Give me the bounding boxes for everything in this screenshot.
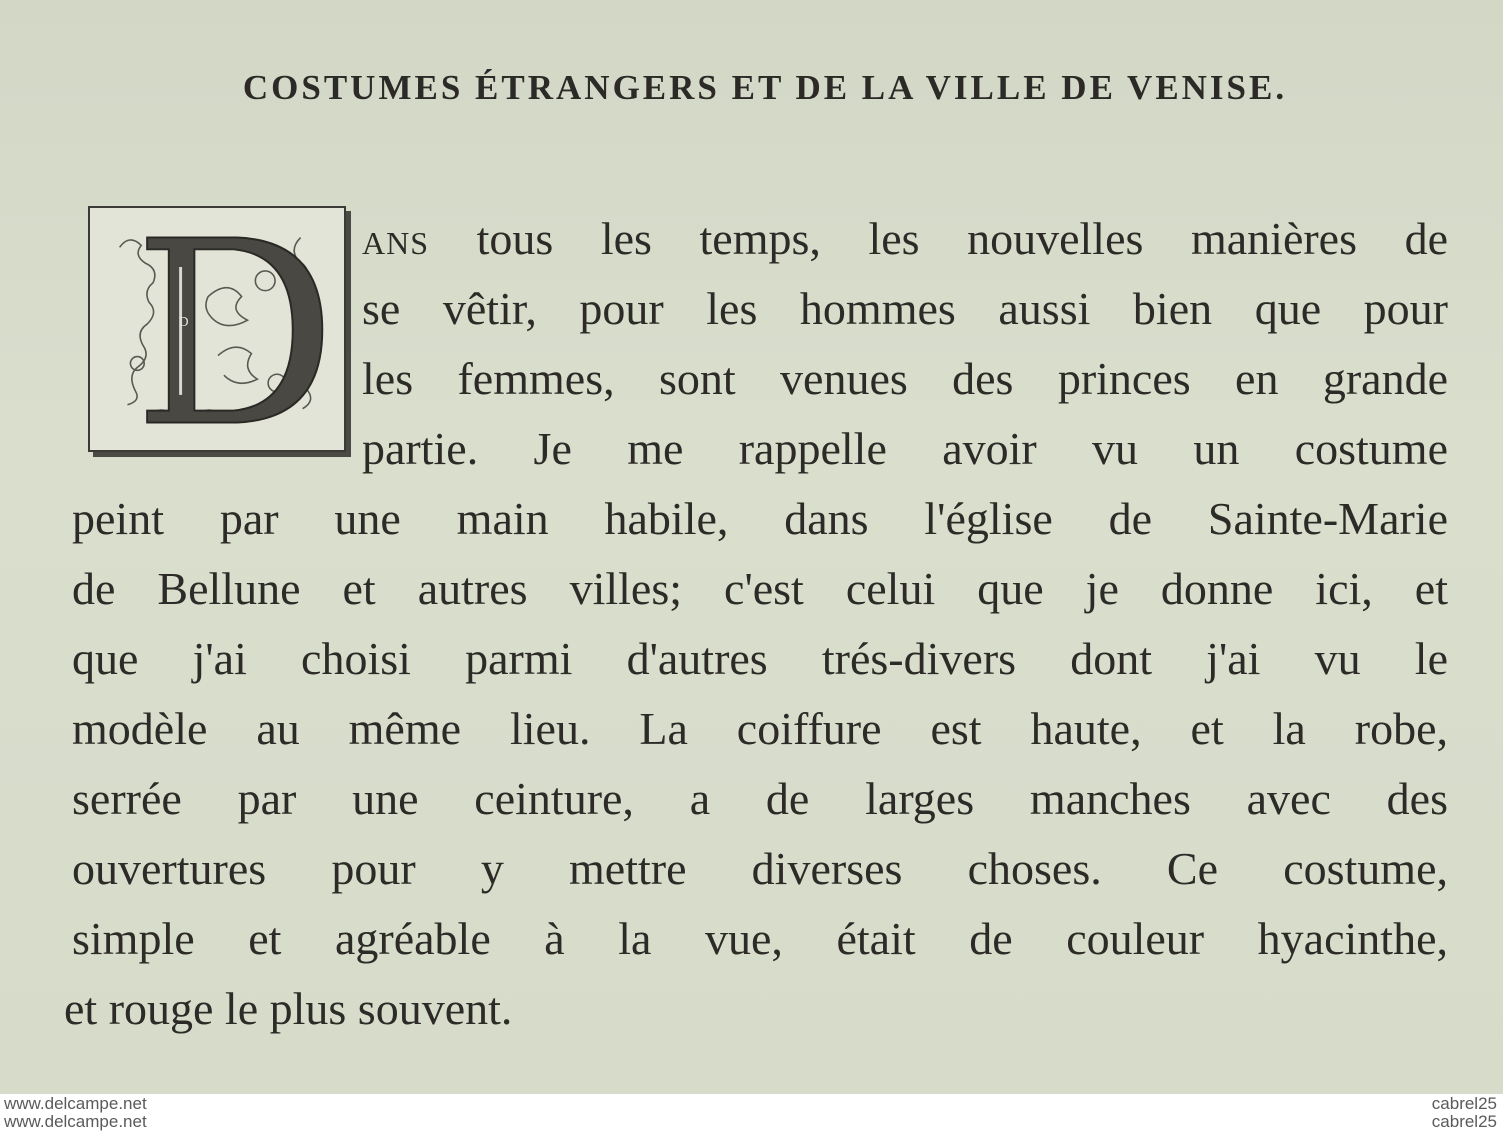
watermark-site-bottom: www.delcampe.net	[4, 1112, 147, 1131]
ornamental-drop-cap	[88, 206, 346, 452]
text-line-8: modèle au même lieu. La coiffure est haute, et la robe,	[72, 703, 1448, 754]
text-line-12: et rouge le plus souvent.	[64, 983, 513, 1034]
text-line-1: tous les temps, les nouvelles manières de	[429, 213, 1448, 264]
watermark-user-top: cabrel25	[1431, 1094, 1497, 1113]
page-title: COSTUMES ÉTRANGERS ET DE LA VILLE DE VENISE.	[242, 68, 1288, 107]
watermark-site-top: www.delcampe.net	[4, 1094, 147, 1113]
text-line-5: peint par une main habile, dans l'église de Sainte-Marie	[72, 493, 1448, 544]
text-line-3: les femmes, sont venues des princes en grande	[362, 353, 1448, 404]
text-line-10: ouvertures pour y mettre diverses choses. Ce costume,	[72, 843, 1448, 894]
text-line	[362, 204, 1448, 274]
text-line-11: simple et agréable à la vue, était de couleur hyacinthe,	[72, 913, 1448, 964]
text-line-7: que j'ai choisi parmi d'autres trés-divers dont j'ai vu le	[72, 633, 1448, 684]
text-line-9: serrée par une ceinture, a de larges manches avec des	[72, 773, 1448, 824]
text-line-4: partie. Je me rappelle avoir vu un costume	[362, 423, 1448, 474]
watermark-user-bottom: cabrel25	[1431, 1112, 1497, 1131]
text-line-6: de Bellune et autres villes; c'est celui que je donne ici, et	[72, 563, 1448, 614]
first-word-rest: ans	[362, 213, 430, 264]
ornamental-drop-cap-d-icon	[90, 208, 344, 450]
text-line-2: se vêtir, pour les hommes aussi bien que pour	[362, 283, 1448, 334]
drop-cap-letter: D	[178, 314, 189, 330]
watermark-strip	[0, 1094, 1503, 1132]
